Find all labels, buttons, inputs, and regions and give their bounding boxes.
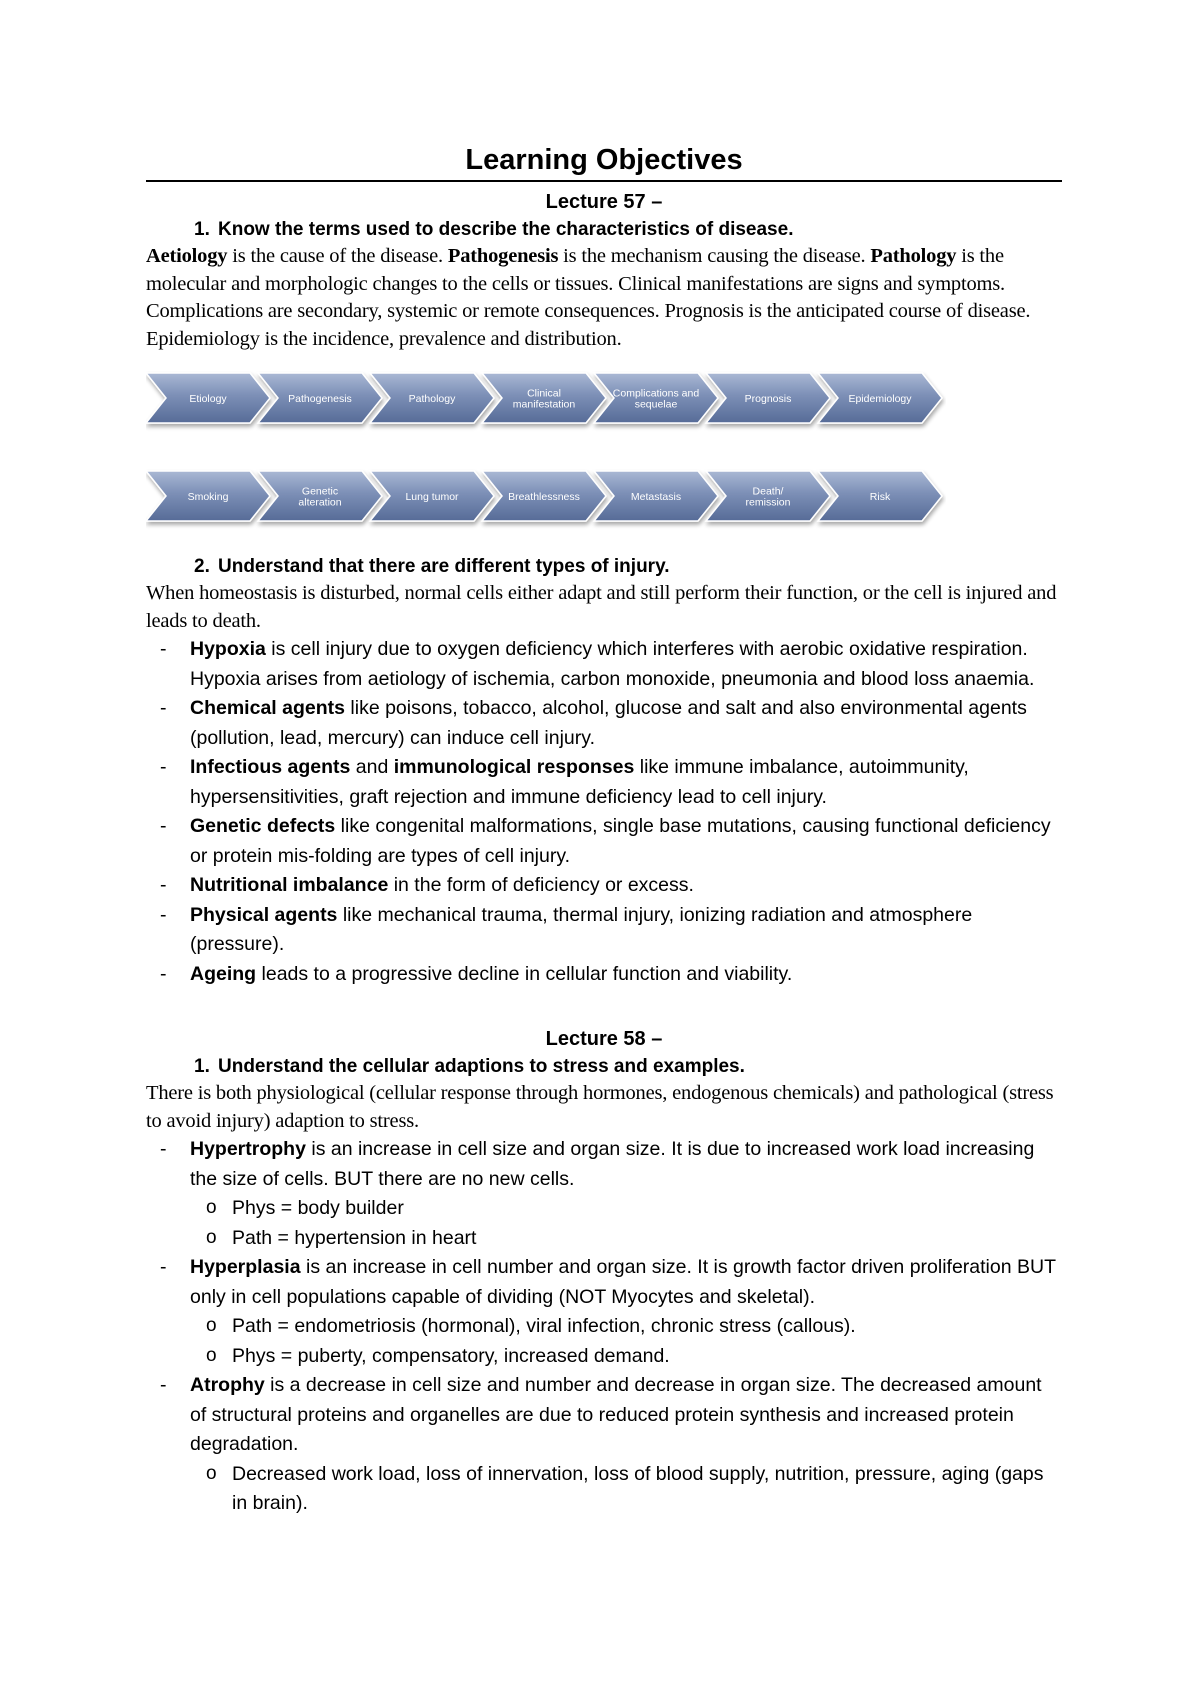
lecture-58-objective-1 [146,1053,1062,1080]
title-rule [146,180,1062,182]
injury-intro: When homeostasis is disturbed, normal cells either adapt and still perform their function, or the cell is injured and leads to death. [146,582,1057,632]
injury-types-list [146,635,1062,989]
objective-number: 1. [194,1056,210,1077]
disease-terms-paragraph: Aetiology is the cause of the disease. Pathogenesis is the mechanism causing the disease. Pathology is the molecular and morphologic changes to the cells or tissues. Clinical manifestations are signs and symptoms. Complications are secondary, systemic or remote consequences. Prognosis is the anticipated course of disease. Epidemiology is the incidence, prevalence and distribution. [146,245,1031,350]
list-item: - Hypoxia is cell injury due to oxygen deficiency which interferes with aerobic oxidative respiration. Hypoxia arises from aetiology of ischemia, carbon monoxide, pneumonia and blood loss anaemia. [146,635,1062,694]
objective-text: Understand that there are different types of injury. [218,556,670,577]
chevron-step-label: Pathology [408,393,456,405]
sub-list-item: o Path = hypertension in heart [190,1224,1062,1254]
chevron-step-label: Etiology [189,393,227,405]
term-pathology: Pathology [870,245,957,267]
sub-list-item: o Path = endometriosis (hormonal), viral infection, chronic stress (callous). [190,1312,1062,1342]
disease-chevron-diagram-row-1 [146,367,1062,465]
lecture-57-objective-1 [146,216,1062,243]
list-item: - Nutritional imbalance in the form of deficiency or excess. [146,871,1062,901]
chevron-step-label: Metastasis [630,491,682,503]
list-item: - Chemical agents like poisons, tobacco, alcohol, glucose and salt and also environmental agents (pollution, lead, mercury) can induce cell injury. [146,694,1062,753]
lecture-57-heading: Lecture 57 – [545,191,663,213]
list-item: - Ageing leads to a progressive decline in cellular function and viability. [146,960,1062,990]
objective-text: Understand the cellular adaptions to stress and examples. [218,1056,745,1077]
chevron-step-label: Pathogenesis [288,393,352,405]
lecture-57-objective-2 [146,553,1062,580]
sub-list-item: o Phys = body builder [190,1194,1062,1224]
adaptions-list [146,1135,1062,1519]
objective-text: Know the terms used to describe the characteristics of disease. [218,219,794,240]
sub-list-item: o Decreased work load, loss of innervation, loss of blood supply, nutrition, pressure, aging (gaps in brain). [190,1460,1062,1519]
sub-list [190,1312,1062,1371]
list-item: - Physical agents like mechanical trauma, thermal injury, ionizing radiation and atmosphere (pressure). [146,901,1062,960]
lecture-58-heading: Lecture 58 – [545,1028,663,1050]
chevron-row-1-svg [146,367,946,437]
objective-number: 2. [194,556,210,577]
list-item: - Genetic defects like congenital malformations, single base mutations, causing functional deficiency or protein mis-folding are types of cell injury. [146,812,1062,871]
chevron-step-label: Complications and sequelae [612,387,700,411]
list-item: - Infectious agents and immunological responses like immune imbalance, autoimmunity, hypersensitivities, graft rejection and immune deficiency lead to cell injury. [146,753,1062,812]
chevron-step-label: Clinical manifestation [512,387,576,411]
chevron-step-label: Prognosis [744,393,792,405]
disease-chevron-diagram-row-2 [146,465,1062,553]
list-item: - Hyperplasia is an increase in cell number and organ size. It is growth factor driven proliferation BUT only in cell populations capable of dividing (NOT Myocytes and skeletal). o Path = endometriosis (hormonal), viral infection, chronic stress (callous). o Phys = puberty, compensatory, increased demand. [146,1253,1062,1371]
sub-list [190,1194,1062,1253]
adaption-intro: There is both physiological (cellular response through hormones, endogenous chemicals) and pathological (stress to avoid injury) adaption to stress. [146,1082,1054,1132]
sub-list-item: o Phys = puberty, compensatory, increased demand. [190,1342,1062,1372]
term-aetiology: Aetiology [146,245,228,267]
chevron-step-label: Lung tumor [405,491,459,503]
chevron-row-2-svg [146,465,946,535]
list-item: - Hypertrophy is an increase in cell size and organ size. It is due to increased work load increasing the size of cells. BUT there are no new cells. o Phys = body builder o Path = hypertension in heart [146,1135,1062,1253]
document-page [146,140,1062,1519]
list-item: - Atrophy is a decrease in cell size and number and decrease in organ size. The decreased amount of structural proteins and organelles are due to reduced protein synthesis and increased protein degradation. o Decreased work load, loss of innervation, loss of blood supply, nutrition, pressure, aging (gaps in brain). [146,1371,1062,1519]
page-title: Learning Objectives [465,144,743,176]
chevron-step-label: Epidemiology [848,393,912,405]
chevron-step-label: Genetic alteration [298,485,342,509]
chevron-step-label: Risk [869,491,891,503]
objective-number: 1. [194,219,210,240]
term-pathogenesis: Pathogenesis [447,245,559,267]
sub-list [190,1460,1062,1519]
chevron-step-label: Breathlessness [508,491,580,503]
chevron-step-label: Death/ remission [745,485,791,509]
chevron-step-label: Smoking [187,491,229,503]
